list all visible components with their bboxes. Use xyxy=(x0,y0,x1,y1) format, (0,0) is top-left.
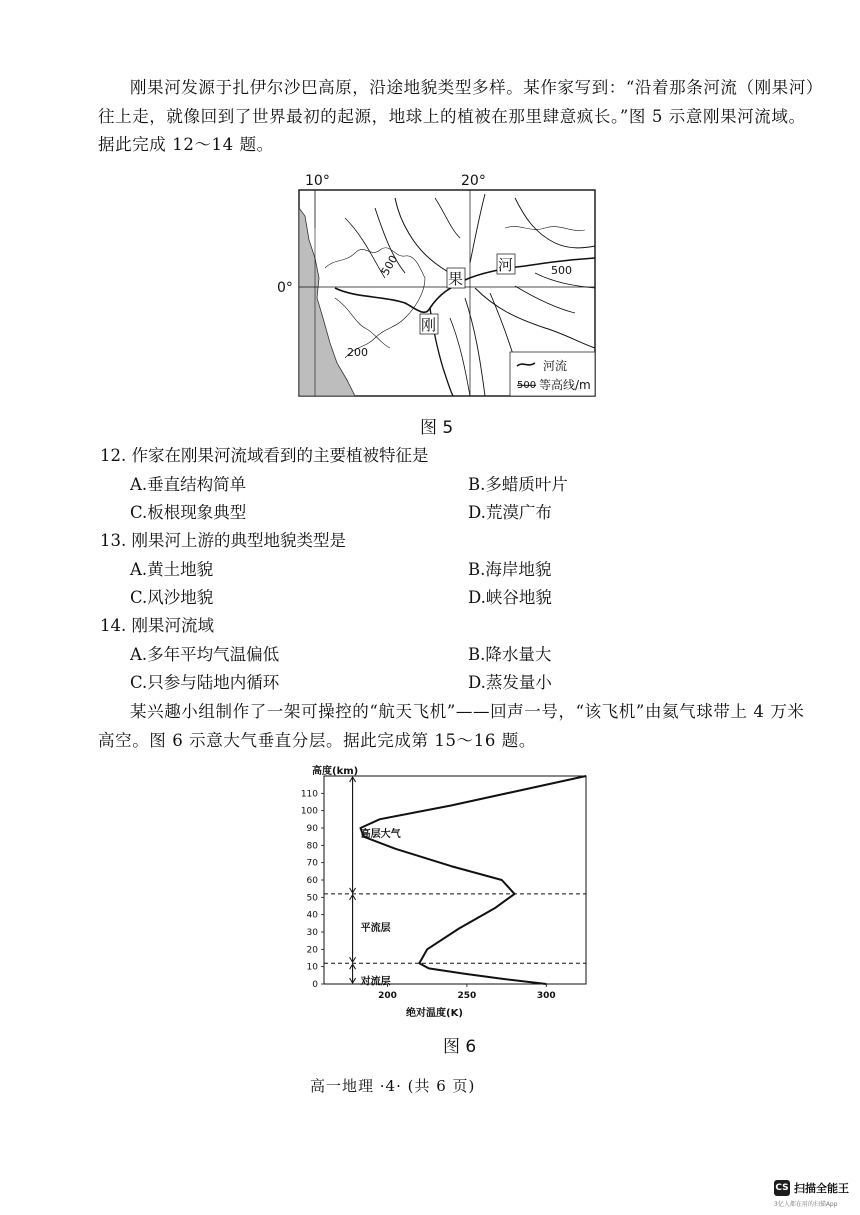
y-tick-label: 30 xyxy=(306,928,318,938)
question-12-stem: 12. 作家在刚果河流域看到的主要植被特征是 xyxy=(100,446,429,465)
y-tick-label: 40 xyxy=(306,910,318,921)
river-char-1: 刚 xyxy=(421,316,437,334)
q14-option-b[interactable]: B.降水量大 xyxy=(468,645,552,664)
scanner-watermark xyxy=(774,1180,849,1196)
q13-option-c[interactable]: C.风沙地貌 xyxy=(130,588,214,607)
legend-river-label: 河流 xyxy=(543,359,568,373)
y-tick-label: 110 xyxy=(300,789,318,800)
scanner-tagline: 3亿人都在用的扫描App xyxy=(774,1201,838,1208)
atmosphere-layer-chart xyxy=(290,758,600,1020)
y-tick-label: 70 xyxy=(306,858,318,869)
q13-option-b[interactable]: B.海岸地貌 xyxy=(468,560,552,579)
q14-option-a[interactable]: A.多年平均气温偏低 xyxy=(130,645,280,664)
intro-paragraph-1: 刚果河发源于扎伊尔沙巴高原，沿途地貌类型多样。某作家写到：“沿着那条河流（刚果河）往上走，就像回到了世界最初的起源，地球上的植被在那里肆意疯长。”图 5 示意刚果河流域。据此完成 12～14 题。 xyxy=(98,78,815,154)
legend-contour-value: 500 xyxy=(517,380,537,391)
y-tick-label: 100 xyxy=(300,806,318,817)
y-tick-label: 80 xyxy=(306,841,318,852)
figure-6-caption: 图 6 xyxy=(443,1037,477,1057)
scanner-name: 扫描全能王 xyxy=(794,1182,849,1195)
layer-label: 高层大气 xyxy=(360,829,401,841)
chart-ylabel: 高度(km) xyxy=(312,766,359,777)
lon-label-20: 20° xyxy=(461,173,486,189)
river-char-2: 果 xyxy=(448,270,464,288)
figure-5-caption: 图 5 xyxy=(420,418,454,438)
y-tick-label: 60 xyxy=(306,876,318,886)
q13-option-d[interactable]: D.峡谷地貌 xyxy=(468,588,552,607)
congo-river-map xyxy=(275,168,605,404)
question-13-stem: 13. 刚果河上游的典型地貌类型是 xyxy=(100,531,346,550)
q13-option-a[interactable]: A.黄土地貌 xyxy=(130,560,214,579)
layer-label: 平流层 xyxy=(360,922,391,934)
q12-option-b[interactable]: B.多蜡质叶片 xyxy=(468,475,568,494)
question-14-stem: 14. 刚果河流域 xyxy=(100,616,214,635)
plot-frame xyxy=(324,776,586,984)
q12-option-c[interactable]: C.板根现象典型 xyxy=(130,503,247,522)
q12-option-a[interactable]: A.垂直结构简单 xyxy=(130,475,247,494)
q12-option-d[interactable]: D.荒漠广布 xyxy=(468,503,552,522)
y-tick-label: 90 xyxy=(306,824,318,834)
y-tick-label: 0 xyxy=(312,980,318,990)
contour-label: 500 xyxy=(551,264,572,277)
y-tick-label: 10 xyxy=(306,962,318,973)
y-tick-label: 50 xyxy=(306,893,318,904)
lon-label-10: 10° xyxy=(305,173,330,189)
chart-xlabel: 绝对温度(K) xyxy=(406,1008,463,1019)
q14-option-c[interactable]: C.只参与陆地内循环 xyxy=(130,673,280,692)
scanner-logo-icon: CS xyxy=(774,1180,790,1196)
lat-label-0: 0° xyxy=(277,280,293,296)
y-tick-label: 20 xyxy=(306,945,318,956)
contour-label: 500 xyxy=(378,253,401,278)
intro-paragraph-2: 某兴趣小组制作了一架可操控的“航天飞机”——回声一号，“该飞机”由氦气球带上 4 万米高空。图 6 示意大气垂直分层。据此完成第 15～16 题。 xyxy=(98,702,805,750)
x-tick-label: 250 xyxy=(457,991,477,1001)
x-tick-label: 200 xyxy=(378,991,397,1001)
river-char-3: 河 xyxy=(498,256,514,274)
temperature-curve xyxy=(361,776,587,984)
q14-option-d[interactable]: D.蒸发量小 xyxy=(468,673,552,692)
x-tick-label: 300 xyxy=(536,991,556,1001)
layer-label: 对流层 xyxy=(360,976,391,988)
contour-label: 200 xyxy=(347,346,368,359)
legend-contour-label: 等高线/m xyxy=(539,378,591,392)
page-footer: 高一地理 ·4· (共 6 页) xyxy=(310,1077,476,1095)
